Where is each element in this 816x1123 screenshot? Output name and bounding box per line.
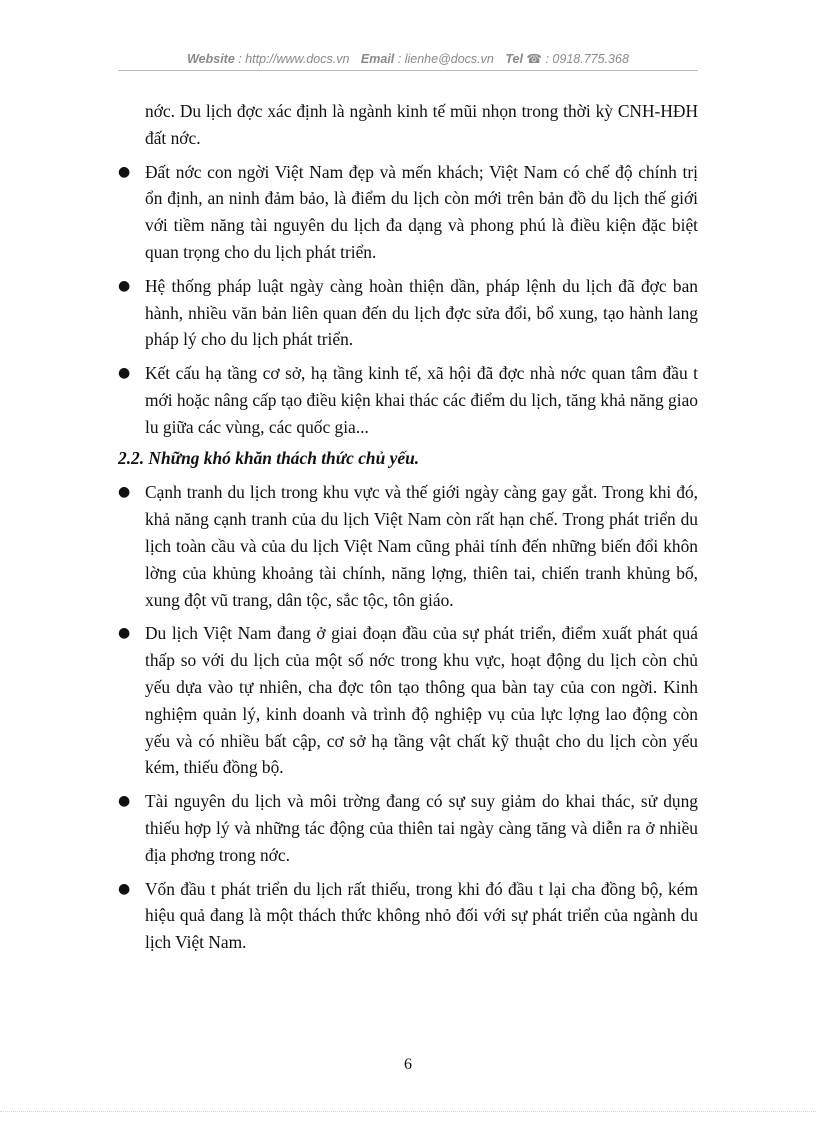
bullet-icon: ●: [118, 484, 131, 501]
list-item: [118, 273, 698, 353]
list-item-text: Hệ thống pháp luật ngày càng hoàn thiện dần, pháp lệnh du lịch đã đợc ban hành, nhiều văn bản liên quan đến du lịch đợc sửa đổi, bổ xung, tạo hành lang pháp lý cho du lịch phát triển.: [145, 275, 698, 350]
tel-value: : 0918.775.368: [545, 52, 629, 66]
list-item: [118, 479, 698, 613]
email-value: : lienhe@docs.vn: [397, 52, 494, 66]
bullet-icon: ●: [118, 277, 131, 294]
bullet-icon: ●: [118, 365, 131, 382]
list-item-text: Đất nớc con ngời Việt Nam đẹp và mến khách; Việt Nam có chế độ chính trị ổn định, an ninh đảm bảo, là điểm du lịch còn mới trên bản đồ du lịch thế giới với tiềm năng tài nguyên du lịch đa dạng và phong phú là điều kiện đặc biệt quan trọng cho du lịch phát triển.: [145, 161, 698, 262]
list-item-text: Tài nguyên du lịch và môi trờng đang có sự suy giảm do khai thác, sử dụng thiếu hợp lý và những tác động của thiên tai ngày càng tăng và diễn ra ở nhiều địa phơng trong nớc.: [145, 791, 698, 865]
page-number: 6: [404, 1056, 412, 1073]
list-item-text: Cạnh tranh du lịch trong khu vực và thế giới ngày càng gay gắt. Trong khi đó, khả năng cạnh tranh của du lịch Việt Nam còn rất hạn chế. Trong phát triển du lịch toàn cầu và của du lịch Việt Nam cũng phải tính đến những biến đổi khôn lờng của khủng khoảng tài chính, năng lợng, thiên tai, chiến tranh khủng bố, xung đột vũ trang, dân tộc, sắc tộc, tôn giáo.: [145, 482, 698, 610]
tel-label: Tel: [505, 52, 523, 66]
bullet-icon: ●: [118, 793, 131, 810]
footer-divider: [0, 1111, 816, 1112]
bullet-icon: ●: [118, 163, 131, 180]
list-item-text: Vốn đầu t phát triển du lịch rất thiếu, trong khi đó đầu t lại cha đồng bộ, kém hiệu quả đang là một thách thức không nhỏ đối với sự phát triển của ngành du lịch Việt Nam.: [145, 878, 698, 953]
bullet-icon: ●: [118, 880, 131, 897]
list-item: [118, 876, 698, 956]
list-item-text: Du lịch Việt Nam đang ở giai đoạn đầu của sự phát triển, điểm xuất phát quá thấp so với du lịch của một số nớc trong khu vực, hoạt động du lịch còn chủ yếu dựa vào tự nhiên, cha đợc tôn tạo thông qua bàn tay của con ngời. Kinh nghiệm quản lý, kinh doanh và trình độ nghiệp vụ của lực lợng lao động còn yếu và có nhiều bất cập, cơ sở hạ tầng vật chất kỹ thuật cho du lịch còn yếu kém, thiếu đồng bộ.: [145, 623, 698, 778]
phone-icon: ☎: [526, 52, 542, 66]
list-item: [118, 788, 698, 868]
intro-paragraph: nớc. Du lịch đợc xác định là ngành kinh tế mũi nhọn trong thời kỳ CNH-HĐH đất nớc.: [145, 101, 698, 148]
bullet-icon: ●: [118, 625, 131, 642]
list-item: [118, 159, 698, 266]
document-body: [118, 98, 698, 963]
website-value: : http://www.docs.vn: [238, 52, 350, 66]
list-item: [118, 360, 698, 440]
header-divider: [118, 70, 698, 71]
list-item: [118, 620, 698, 781]
email-label: Email: [360, 52, 395, 66]
list-item-text: Kết cấu hạ tầng cơ sở, hạ tầng kinh tế, xã hội đã đợc nhà nớc quan tâm đầu t mới hoặc nâng cấp tạo điều kiện khai thác các điểm du lịch, tăng khả năng giao lu giữa các vùng, các quốc gia...: [145, 363, 698, 437]
page-header: [118, 51, 698, 66]
section-heading: 2.2. Những khó khăn thách thức chủ yếu.: [118, 447, 420, 468]
website-label: Website: [187, 52, 235, 66]
